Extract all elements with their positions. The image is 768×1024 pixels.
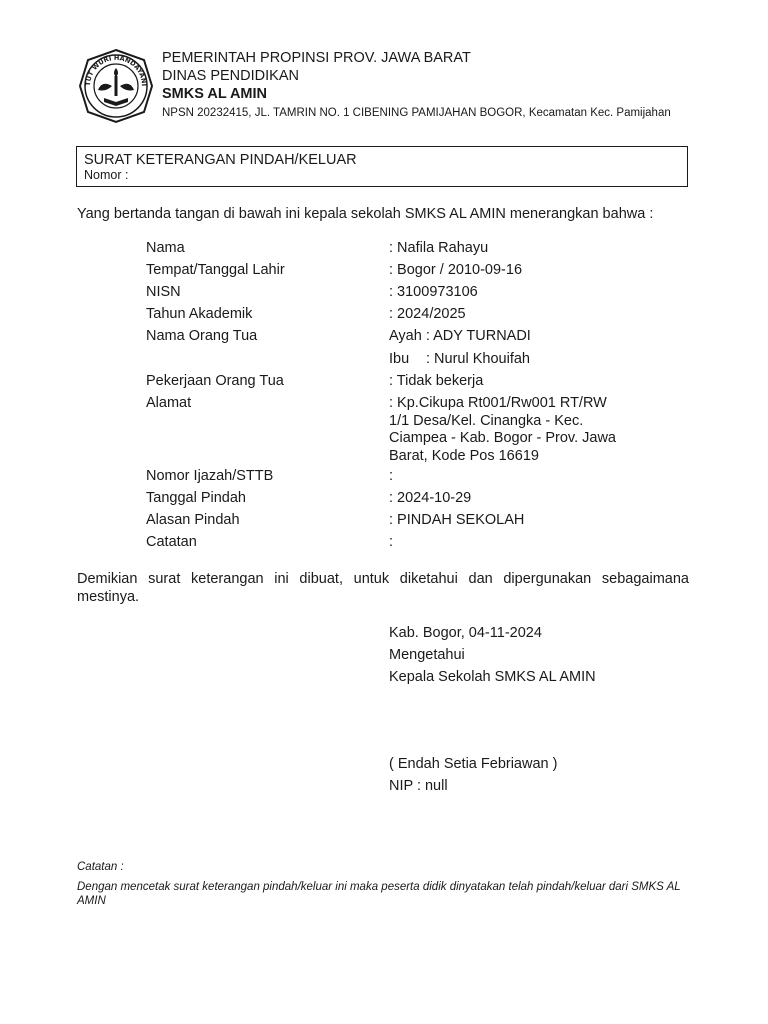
field-label: NISN: [146, 284, 181, 300]
field-label: Tempat/Tanggal Lahir: [146, 262, 285, 278]
field-value-ibu-wrap: [389, 351, 639, 369]
field-value: : 3100973106: [389, 284, 478, 300]
field-label: Alasan Pindah: [146, 512, 240, 528]
signature-place-date: Kab. Bogor, 04-11-2024: [389, 625, 542, 641]
field-label: Pekerjaan Orang Tua: [146, 373, 284, 389]
field-value: : Bogor / 2010-09-16: [389, 262, 523, 278]
field-label: Tanggal Pindah: [146, 490, 246, 506]
field-value: : 2024/2025: [389, 306, 466, 322]
field-value: : Tidak bekerja: [389, 373, 484, 389]
letterhead-government: PEMERINTAH PROPINSI PROV. JAWA BARAT: [162, 50, 471, 66]
title-box: [76, 146, 688, 187]
svg-text:TUT WURI HANDAYANI: TUT WURI HANDAYANI: [83, 53, 149, 87]
document-title: SURAT KETERANGAN PINDAH/KELUAR: [84, 152, 357, 168]
field-value: : 2024-10-29: [389, 490, 472, 506]
note-label: Catatan :: [77, 861, 124, 873]
field-label: Nama Orang Tua: [146, 328, 258, 344]
letterhead-department: DINAS PENDIDIKAN: [162, 68, 299, 84]
intro-paragraph: Yang bertanda tangan di bawah ini kepala sekolah SMKS AL AMIN menerangkan bahwa :: [77, 206, 654, 222]
closing-paragraph: Demikian surat keterangan ini dibuat, untuk diketahui dan dipergunakan sebagaimana mestinya.: [77, 571, 689, 605]
field-label-ibu: Ibu: [389, 351, 410, 367]
field-value: :: [389, 468, 394, 484]
note-text: Dengan mencetak surat keterangan pindah/keluar ini maka peserta didik dinyatakan telah pindah/keluar dari SMKS AL AMIN: [77, 881, 681, 907]
field-value: : Nafila Rahayu: [389, 240, 489, 256]
tut-wuri-handayani-emblem-icon: [76, 46, 156, 126]
field-label: Catatan: [146, 534, 197, 550]
letterhead: [162, 49, 702, 121]
field-value: :: [389, 534, 394, 550]
document-number: Nomor :: [84, 168, 129, 182]
field-label: Alamat: [146, 395, 192, 411]
field-value-ayah: Ayah : ADY TURNADI: [389, 328, 531, 344]
field-value: : PINDAH SEKOLAH: [389, 512, 525, 528]
signature-position: Kepala Sekolah SMKS AL AMIN: [389, 669, 596, 685]
field-value: : Kp.Cikupa Rt001/Rw001 RT/RW 1/1 Desa/Kel. Cinangka - Kec. Ciampea - Kab. Bogor - Prov. Jawa Barat, Kode Pos 16619: [389, 395, 616, 464]
letterhead-school-name: SMKS AL AMIN: [162, 86, 267, 102]
field-label: Tahun Akademik: [146, 306, 253, 322]
letterhead-address: NPSN 20232415, JL. TAMRIN NO. 1 CIBENING PAMIJAHAN BOGOR, Kecamatan Kec. Pamijahan: [162, 107, 671, 119]
field-label: Nomor Ijazah/STTB: [146, 468, 274, 484]
signature-acknowledge: Mengetahui: [389, 647, 465, 663]
signature-name: ( Endah Setia Febriawan ): [389, 756, 558, 772]
signature-nip: NIP : null: [389, 778, 448, 794]
field-label: Nama: [146, 240, 185, 256]
field-value-ibu: : Nurul Khouifah: [426, 351, 530, 367]
